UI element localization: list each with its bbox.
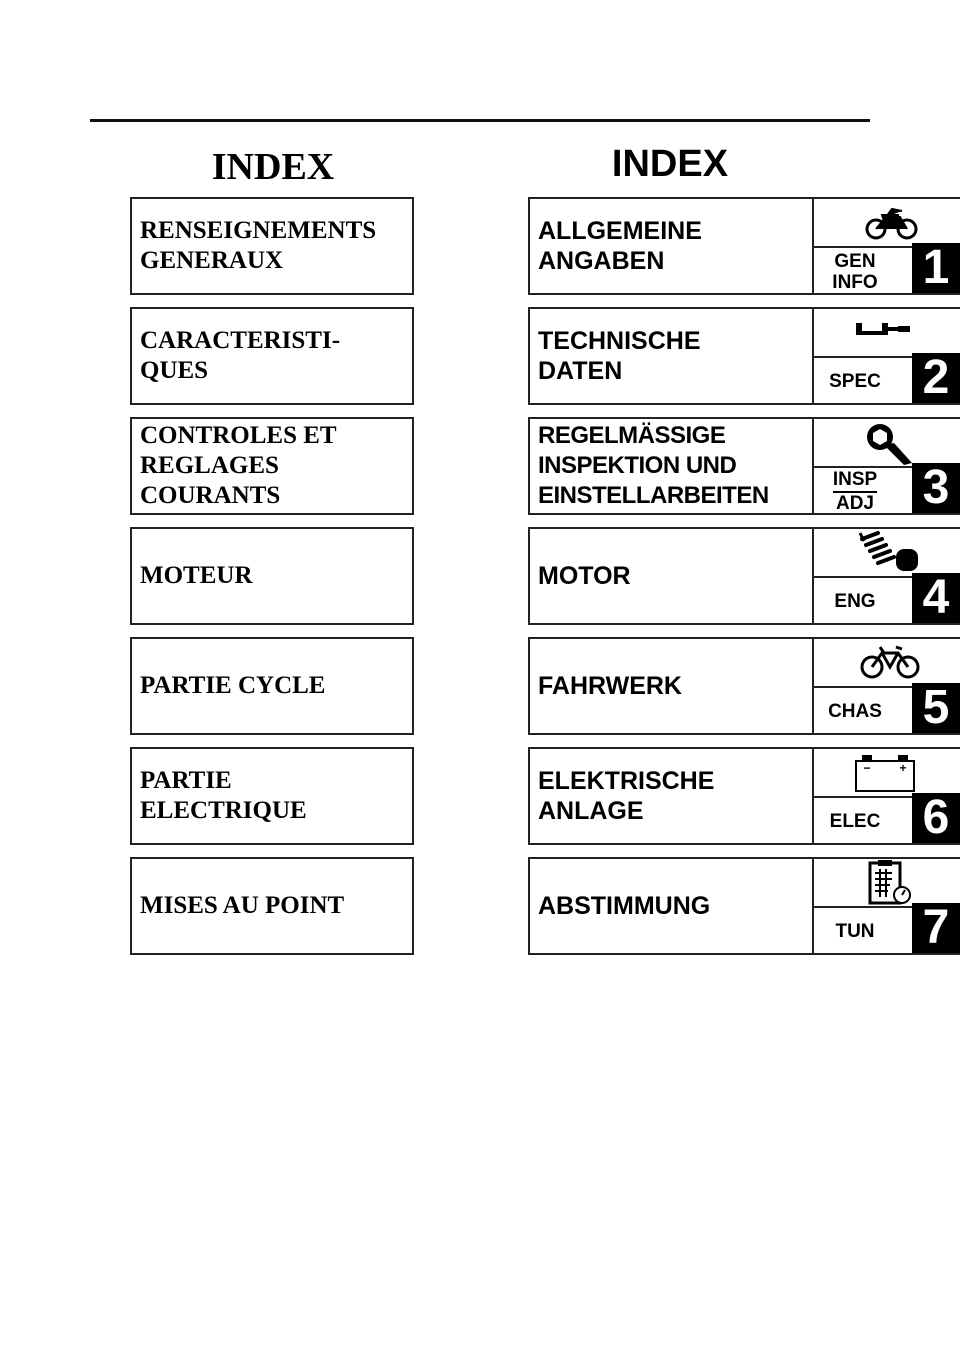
tab-abbreviation xyxy=(812,688,898,735)
fr-section-3[interactable] xyxy=(130,417,414,515)
tab-4[interactable] xyxy=(812,527,960,625)
tab-1[interactable] xyxy=(812,197,960,295)
battery-plus-label: + xyxy=(899,761,907,775)
battery-minus-label: − xyxy=(863,761,871,775)
tab-5[interactable] xyxy=(812,637,960,735)
fr-section-label: MOTEUR xyxy=(140,562,253,589)
tab-number: 4 xyxy=(912,573,960,623)
de-section-1[interactable] xyxy=(528,197,814,295)
de-section-3[interactable] xyxy=(528,417,814,515)
abbr-line: CHAS xyxy=(828,701,882,722)
abbr-line: ENG xyxy=(834,591,876,612)
de-section-label: FAHRWERK xyxy=(538,672,682,700)
de-section-7[interactable] xyxy=(528,857,814,955)
battery-icon xyxy=(812,749,960,796)
fr-section-7[interactable] xyxy=(130,857,414,955)
index-title-de: INDEX xyxy=(611,143,729,185)
wrench-icon xyxy=(812,419,960,466)
de-section-6[interactable] xyxy=(528,747,814,845)
abbr-line: ELEC xyxy=(829,811,881,832)
abbr-line: INSP xyxy=(833,469,877,493)
fr-section-label: RENSEIGNEMENTS GENERAUX xyxy=(140,217,377,274)
tab-number: 7 xyxy=(912,903,960,953)
tab-number: 2 xyxy=(912,353,960,403)
de-section-label: TECHNISCHE DATEN xyxy=(538,327,701,385)
abbr-line: GEN xyxy=(834,250,876,272)
fr-section-2[interactable] xyxy=(130,307,414,405)
tab-number: 5 xyxy=(912,683,960,733)
fr-section-4[interactable] xyxy=(130,527,414,625)
fr-section-label: CONTROLES ET REGLAGES COURANTS xyxy=(140,422,337,509)
tab-abbreviation xyxy=(812,248,898,295)
tab-abbreviation xyxy=(812,468,898,515)
tab-2[interactable] xyxy=(812,307,960,405)
de-section-label: ABSTIMMUNG xyxy=(538,892,711,920)
motorcycle-icon xyxy=(812,199,960,246)
tab-number: 1 xyxy=(912,243,960,293)
fr-section-6[interactable] xyxy=(130,747,414,845)
spec-tool-icon xyxy=(812,309,960,356)
de-section-5[interactable] xyxy=(528,637,814,735)
tab-6[interactable] xyxy=(812,747,960,845)
de-section-2[interactable] xyxy=(528,307,814,405)
fr-section-label: CARACTERISTI- QUES xyxy=(140,327,341,384)
tab-abbreviation xyxy=(812,578,898,625)
fr-section-label: PARTIE ELECTRIQUE xyxy=(140,767,307,824)
de-section-4[interactable] xyxy=(528,527,814,625)
tab-7[interactable] xyxy=(812,857,960,955)
tab-abbreviation xyxy=(812,908,898,955)
tab-abbreviation xyxy=(812,358,898,405)
bicycle-frame-icon xyxy=(812,639,960,686)
fr-section-1[interactable] xyxy=(130,197,414,295)
de-section-label: ALLGEMEINE ANGABEN xyxy=(538,217,702,275)
top-rule xyxy=(90,119,870,122)
fr-section-label: MISES AU POINT xyxy=(140,892,345,919)
abbr-line: SPEC xyxy=(829,371,881,392)
de-section-label: MOTOR xyxy=(538,562,631,590)
abbr-line: INFO xyxy=(832,271,878,293)
abbr-line: ADJ xyxy=(835,493,874,514)
index-title-fr: INDEX xyxy=(211,146,335,188)
de-section-label: REGELMÄSSIGE INSPEKTION UND EINSTELLARBEITEN xyxy=(538,422,769,509)
tab-3[interactable] xyxy=(812,417,960,515)
fr-section-label: PARTIE CYCLE xyxy=(140,672,326,699)
tuning-chart-icon xyxy=(812,859,960,906)
fr-section-5[interactable] xyxy=(130,637,414,735)
engine-icon xyxy=(812,529,960,576)
tab-number: 6 xyxy=(912,793,960,843)
abbr-line: TUN xyxy=(835,921,875,942)
de-section-label: ELEKTRISCHE ANLAGE xyxy=(538,767,715,825)
tab-abbreviation xyxy=(812,798,898,845)
tab-number: 3 xyxy=(912,463,960,513)
